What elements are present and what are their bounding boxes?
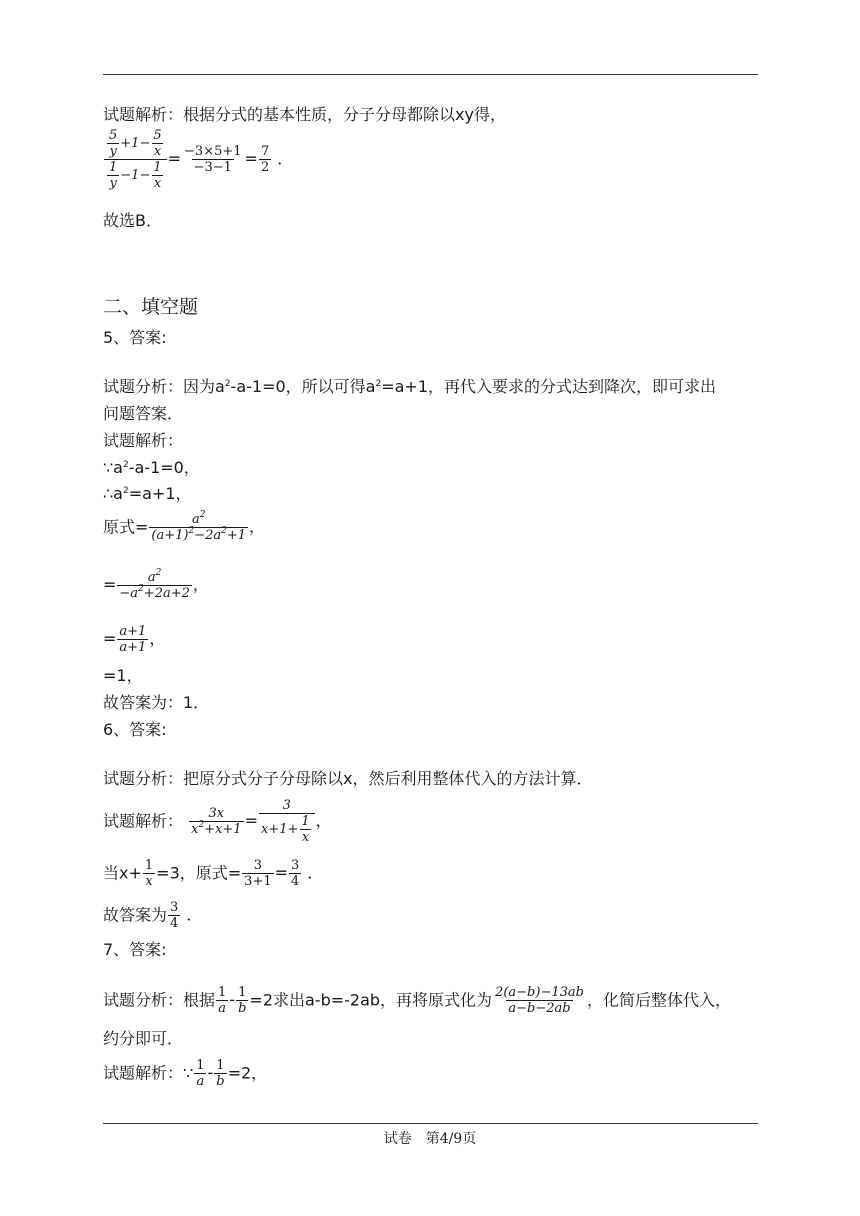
q7-analysis-b: =2求出a-b=-2ab，再将原式化为 — [249, 990, 493, 1010]
q7-analysis-a: 试题分析：根据 — [103, 990, 216, 1010]
section-title-text: 二、填空题 — [103, 296, 199, 318]
q4-fraction-3: $\frac{7}{2}$ — [260, 144, 270, 175]
q5-jiexi-label-text: 试题解析： — [103, 431, 184, 450]
q5-yuanshi-text: 原式= — [103, 517, 149, 537]
q5-result — [103, 691, 209, 715]
q6-when-a: 当x+ — [103, 863, 142, 883]
q5-analysis-b: -a-1=0，所以可得a — [230, 377, 376, 396]
q5-answer-text: 5、答案: — [103, 328, 167, 347]
q4-jiexi-text: 试题解析：根据分式的基本性质，分子分母都除以xy得， — [103, 105, 506, 124]
q4-big-fraction: $\frac{5}{y}$ +1− $\frac{5}{x}$ $\frac{1}{y}$ −1− $\frac{1}{x}$ — [104, 128, 167, 191]
q5-jiexi-label — [103, 429, 183, 453]
q7-fraction-3: $\frac{2(a-b)-13ab}{a-b-2ab}$ — [495, 985, 584, 1016]
q7-analysis-c: ，化简后整体代入， — [586, 990, 731, 1010]
q4-formula: $\frac{5}{y}$ +1− $\frac{5}{x}$ $\frac{1}{y}$ −1− $\frac{1}{x}$ = $\frac{-3\times 5+1}{-3-1}$ = $\frac{7}{2}$ ． — [103, 128, 293, 191]
q5-fraction-3: $\frac{a+1}{a+1}$ — [119, 624, 147, 655]
q4-result-text: 故选B． — [103, 211, 162, 230]
q5-step1-a: ∵a — [103, 458, 123, 477]
q6-fraction-1: $\frac{3x}{x^2+x+1}$ — [191, 806, 242, 837]
q5-step2-b: =a+1， — [128, 484, 192, 503]
q6-fraction-3: $\frac{1}{x}$ — [144, 858, 154, 889]
q5-step2-a: ∴a — [103, 484, 123, 503]
page-footer — [0, 1128, 860, 1148]
q5-analysis-a: 试题分析：因为a — [103, 377, 225, 396]
footer-text: 试卷 第4/9页 — [383, 1131, 477, 1147]
q5-fraction-1: $\frac{a^2}{(a+1)^2-2a^2+1}$ — [151, 510, 247, 543]
q7-fraction-1: $\frac{1}{a}$ — [218, 985, 227, 1016]
q7-jiexi-b: =2， — [227, 1063, 268, 1083]
q5-eq4-text: =1， — [103, 666, 143, 685]
q5-analysis-c: =a+1，再代入要求的分式达到降次，即可求出 — [381, 377, 717, 396]
q6-fraction-5: $\frac{3}{4}$ — [291, 858, 300, 889]
q6-answer-text: 6、答案: — [103, 720, 167, 739]
q6-result: 故答案为 $\frac{3}{4}$ ． — [103, 900, 203, 931]
q7-analysis-line2-text: 约分即可． — [103, 1029, 184, 1048]
q4-fraction-2: $\frac{-3\times 5+1}{-3-1}$ — [184, 144, 242, 175]
q5-analysis: 试题分析：因为$a^2-a-1=0$，所以可得$a^2=a+1$，再代入要求的分式达到降次，即可求出 — [103, 377, 717, 396]
footer-rule — [103, 1123, 758, 1124]
q5-analysis-line2 — [103, 402, 183, 426]
q5-analysis-line2-text: 问题答案． — [103, 404, 184, 423]
q7-fraction-2: $\frac{1}{b}$ — [238, 985, 247, 1016]
q4-result — [103, 209, 162, 233]
q7-jiexi: 试题解析：∵ $\frac{1}{a}$ - $\frac{1}{b}$ =2， — [103, 1058, 268, 1089]
q6-fraction-6: $\frac{3}{4}$ — [170, 900, 179, 931]
q5-step2: $\therefore a^2=a+1$， — [103, 484, 192, 503]
q4-jiexi — [103, 103, 506, 127]
q5-step1-b: -a-1=0， — [128, 458, 200, 477]
q7-analysis-line2 — [103, 1027, 183, 1051]
q7-jiexi-a: 试题解析：∵ — [103, 1063, 194, 1083]
q5-step-eq2: = $\frac{a^2}{-a^2+2a+2}$ ， — [103, 568, 209, 601]
q5-yuanshi: 原式= $\frac{a^2}{(a+1)^2-2a^2+1}$ ， — [103, 510, 266, 543]
q5-step-eq4 — [103, 664, 143, 688]
q5-result-text: 故答案为：1． — [103, 693, 210, 712]
q6-jiexi: 试题解析： $\frac{3x}{x^2+x+1}$ = 3 x+1+ $\frac{1}{x}$ ， — [103, 798, 332, 845]
q6-when: 当x+ $\frac{1}{x}$ =3，原式= $\frac{3}{3+1}$ = $\frac{3}{4}$ ． — [103, 858, 324, 889]
q5-fraction-2: $\frac{a^2}{-a^2+2a+2}$ — [119, 568, 190, 601]
header-rule — [103, 74, 758, 75]
q7-answer-text: 7、答案: — [103, 940, 167, 959]
q7-fraction-4: $\frac{1}{a}$ — [196, 1058, 205, 1089]
q6-jiexi-label: 试题解析： — [103, 811, 184, 831]
q6-result-text: 故答案为 — [103, 905, 168, 925]
q6-when-b: =3，原式= — [156, 863, 242, 883]
q6-analysis-text: 试题分析：把原分式分子分母除以x，然后利用整体代入的方法计算． — [103, 769, 593, 788]
q5-answer-label — [103, 326, 167, 350]
q6-analysis — [103, 767, 592, 791]
q6-answer-label — [103, 718, 167, 742]
q7-answer-label — [103, 938, 167, 962]
q6-fraction-2: 3 x+1+ $\frac{1}{x}$ — [259, 798, 315, 845]
q5-step-eq3: = $\frac{a+1}{a+1}$ ， — [103, 624, 166, 655]
q6-fraction-4: $\frac{3}{3+1}$ — [244, 858, 272, 889]
q5-step1: $\because a^2-a-1=0$， — [103, 458, 200, 477]
q7-fraction-5: $\frac{1}{b}$ — [216, 1058, 225, 1089]
q7-analysis: 试题分析：根据 $\frac{1}{a}$ - $\frac{1}{b}$ =2求出a-b=-2ab，再将原式化为 $\frac{2(a-b)-13ab}{a-b-2ab}$ ，化简后整体代入， — [103, 985, 731, 1016]
section-title — [103, 295, 198, 319]
